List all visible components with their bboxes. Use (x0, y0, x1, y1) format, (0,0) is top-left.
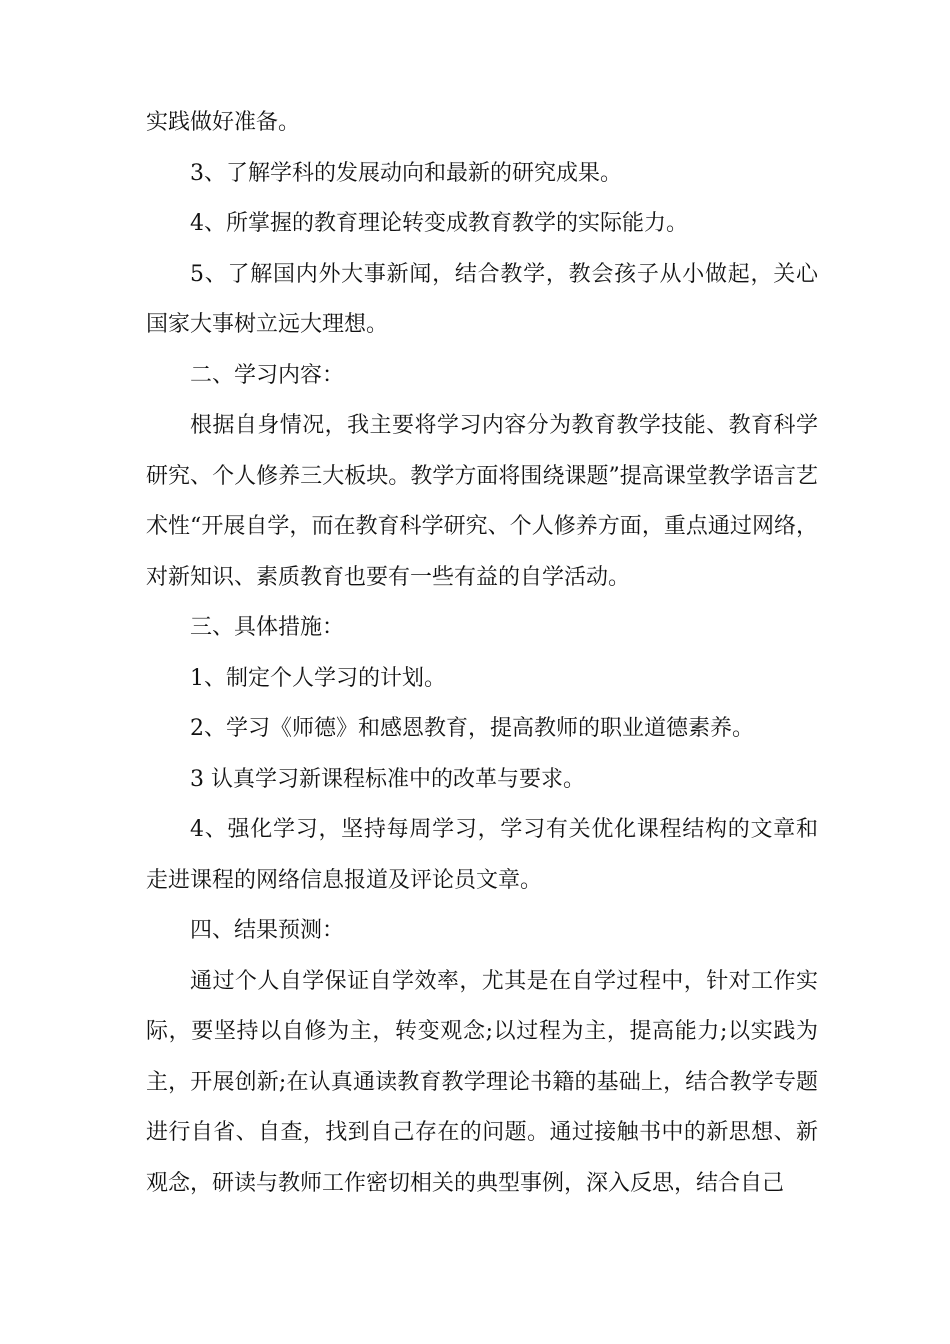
paragraph-results: 通过个人自学保证自学效率，尤其是在自学过程中，针对工作实际，要坚持以自修为主，转变观念;以过程为主，提高能力;以实践为主，开展创新;在认真通读教育教学理论书籍的基础上，结合教学专题进行自省、自查，找到自己存在的问题。通过接触书中的新思想、新观念，研读与教师工作密切相关的典型事例，深入反思，结合自己 (146, 968, 818, 1196)
section-heading-learning-content: 二、学习内容： (190, 362, 345, 388)
measure-item-3: 3 认真学习新课程标准中的改革与要求。 (190, 766, 585, 792)
paragraph-item-4: 4、所掌握的教育理论转变成教育教学的实际能力。 (190, 211, 688, 236)
paragraph-learning-content: 根据自身情况，我主要将学习内容分为教育教学技能、教育科学研究、个人修养三大板块。教学方面将围绕课题”提高课堂教学语言艺术性“开展自学，而在教育科学研究、个人修养方面，重点通过网络，对新知识、素质教育也要有一些有益的自学活动。 (146, 413, 818, 590)
section-heading-results: 四、结果预测： (190, 918, 345, 943)
measure-item-4: 4、强化学习，坚持每周学习，学习有关优化课程结构的文章和走进课程的网络信息报道及评论员文章。 (146, 817, 818, 893)
measure-item-2: 2、学习《师德》和感恩教育，提高教师的职业道德素养。 (190, 716, 754, 741)
paragraph-continuation: 实践做好准备。 (146, 110, 301, 135)
document-body (146, 98, 818, 1209)
paragraph-item-5: 5、了解国内外大事新闻，结合教学，教会孩子从小做起，关心国家大事树立远大理想。 (146, 261, 818, 337)
section-heading-measures: 三、具体措施： (190, 615, 345, 640)
paragraph-item-3: 3、了解学科的发展动向和最新的研究成果。 (190, 160, 622, 186)
measure-item-1: 1、制定个人学习的计划。 (190, 665, 446, 691)
